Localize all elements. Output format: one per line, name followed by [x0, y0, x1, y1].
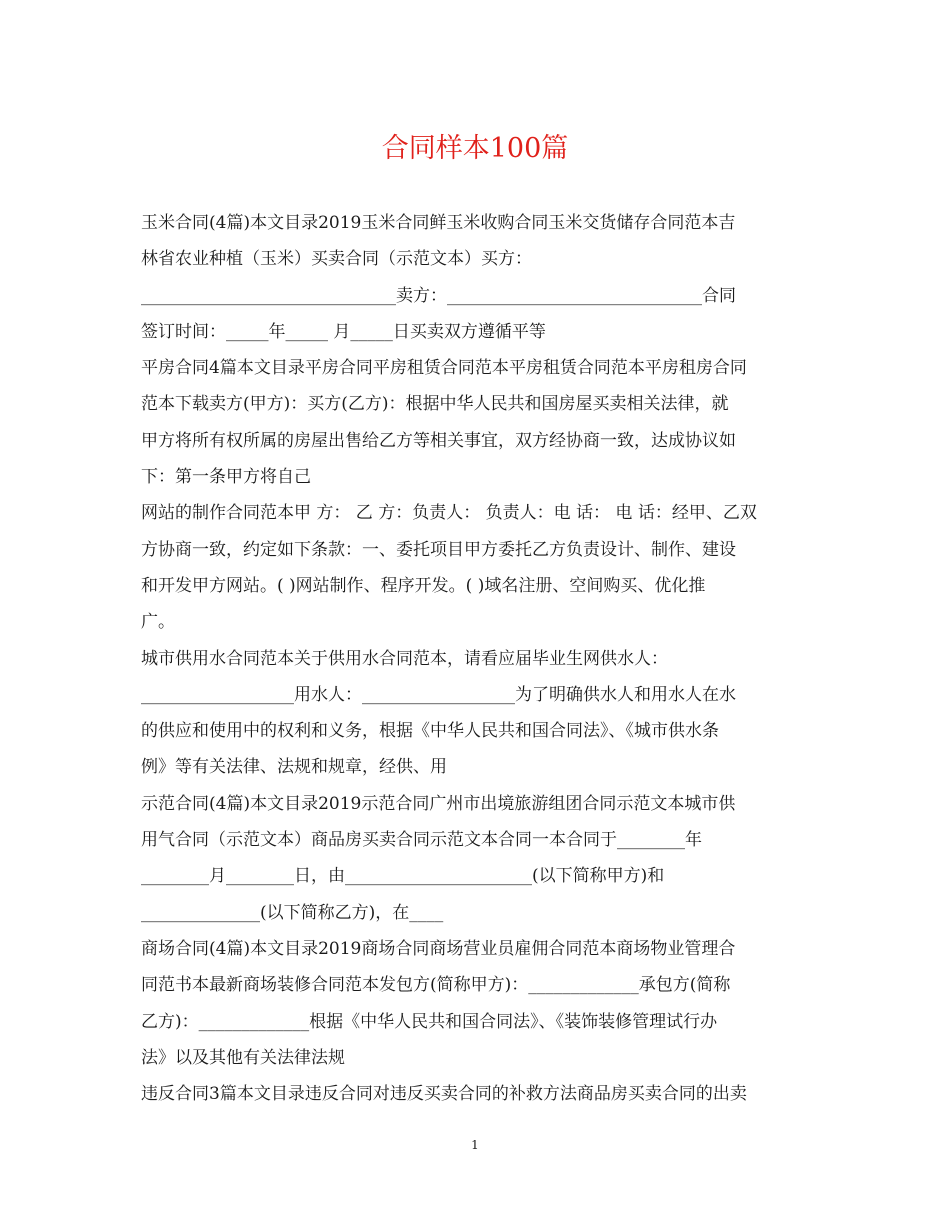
body-line: 下：第一条甲方将自己: [141, 467, 311, 488]
body-line: 平房合同4篇本文目录平房合同平房租赁合同范本平房租赁合同范本平房租房合同: [141, 358, 747, 379]
body-line: 的供应和使用中的权利和义务，根据《中华人民共和国合同法》、《城市供水条: [141, 721, 719, 742]
body-line: ______________(以下简称乙方)，在____: [141, 902, 444, 923]
body-line: 范本下载卖方(甲方)：买方(乙方)：根据中华人民共和国房屋买卖相关法律，就: [141, 394, 729, 415]
body-line: ________月________日，由______________________(以下简称甲方)和: [141, 866, 665, 887]
body-line: 方协商一致，约定如下条款：一、委托项目甲方委托乙方负责设计、制作、建设: [141, 539, 736, 560]
body-line: 同范书本最新商场装修合同范本发包方(简称甲方)：_____________承包方(简称: [141, 975, 731, 996]
body-line: 签订时间：_____年_____ 月_____日买卖双方遵循平等: [141, 321, 546, 342]
document-body: [141, 205, 813, 1112]
body-line: 林省农业种植（玉米）买卖合同（示范文本）买方：: [141, 249, 532, 270]
body-line: 违反合同3篇本文目录违反合同对违反买卖合同的补救方法商品房买卖合同的出卖: [141, 1084, 747, 1105]
page-number: 1: [471, 1138, 479, 1152]
body-line: 法》以及其他有关法律法规: [141, 1047, 345, 1068]
body-line: 网站的制作合同范本甲 方： 乙 方：负责人： 负责人：电 话： 电 话：经甲、乙双: [141, 503, 757, 524]
body-line: __________________用水人：__________________为了明确供水人和用水人在水: [141, 684, 736, 705]
body-line: 城市供用水合同范本关于供用水合同范本，请看应届毕业生网供水人：: [141, 648, 668, 669]
body-line: 和开发甲方网站。( )网站制作、程序开发。( )域名注册、空间购买、优化推: [141, 575, 706, 596]
body-line: 示范合同(4篇)本文目录2019示范合同广州市出境旅游组团合同示范文本城市供: [141, 793, 736, 814]
body-line: ______________________________卖方：______________________________合同: [141, 285, 736, 306]
page-title: 合同样本100篇: [381, 133, 569, 164]
body-line: 用气合同（示范文本）商品房买卖合同示范文本合同一本合同于________年: [141, 830, 702, 851]
body-line: 甲方将所有权所属的房屋出售给乙方等相关事宜，双方经协商一致，达成协议如: [141, 430, 736, 451]
body-line: 玉米合同(4篇)本文目录2019玉米合同鲜玉米收购合同玉米交货储存合同范本吉: [141, 213, 736, 233]
body-line: 广。: [141, 612, 175, 633]
body-line: 商场合同(4篇)本文目录2019商场合同商场营业员雇佣合同范本商场物业管理合: [141, 938, 736, 959]
body-line: 例》等有关法律、法规和规章，经供、用: [141, 757, 447, 778]
body-line: 乙方)：_____________根据《中华人民共和国合同法》、《装饰装修管理试行办: [141, 1011, 718, 1032]
